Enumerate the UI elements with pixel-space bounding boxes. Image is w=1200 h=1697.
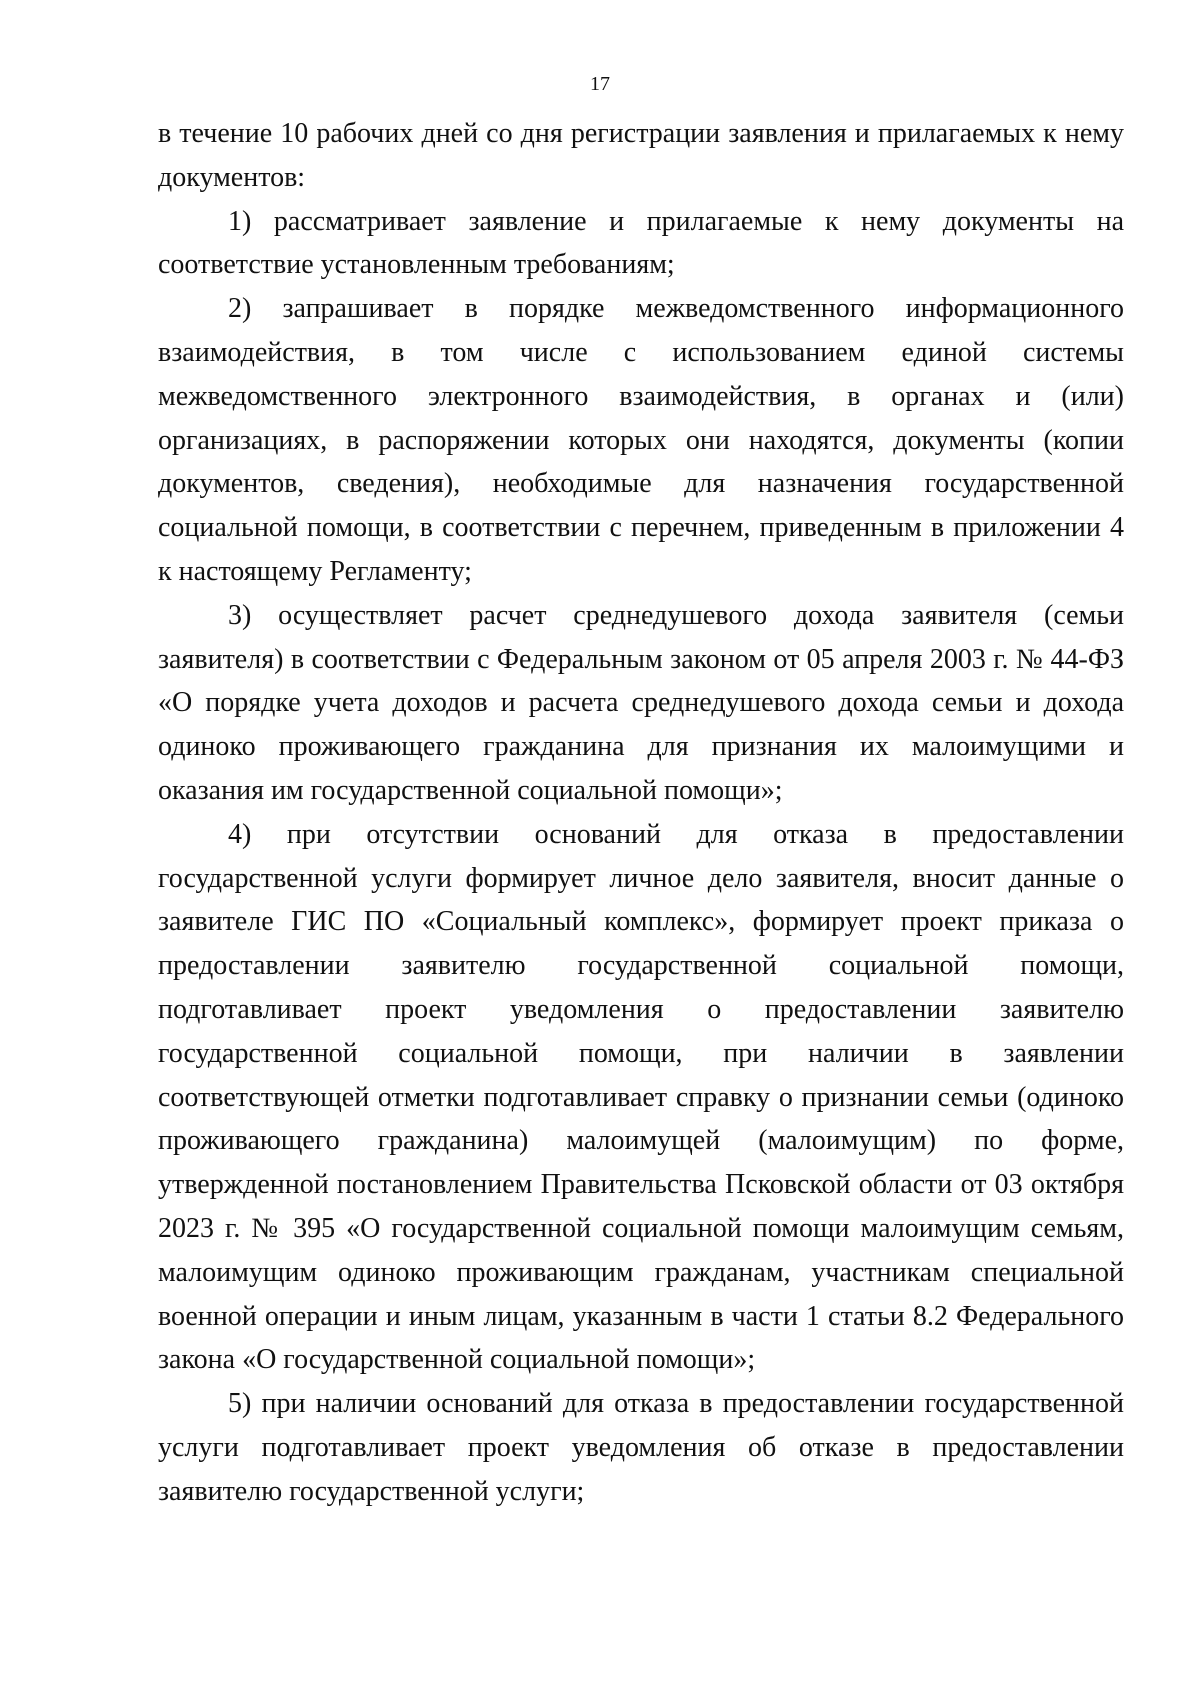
paragraph-item-2: 2) запрашивает в порядке межведомственного информационного взаимодействия, в том числе с использованием единой системы межведомственного электронного взаимодействия, в органах и (или) организациях, в распоряжении которых они находятся, документы (копии документов, сведения), необходимые для назначения государственной социальной помощи, в соответствии с перечнем, приведенным в приложении 4 к настоящему Регламенту; <box>158 293 1124 587</box>
paragraph-item-4: 4) при отсутствии оснований для отказа в предоставлении государственной услуги формирует личное дело заявителя, вносит данные о заявителе ГИС ПО «Социальный комплекс», формирует проект приказа о предоставлении заявителю государственной социальной помощи, подготавливает проект уведомления о предоставлении заявителю государственной социальной помощи, при наличии в заявлении соответствующей отметки подготавливает справку о признании семьи (одиноко проживающего гражданина) малоимущей (малоимущим) по форме, утвержденной постановлением Правительства Псковской области от 03 октября 2023 г. № 395 «О государственной социальной помощи малоимущим семьям, малоимущим одиноко проживающим гражданам, участникам специальной военной операции и иным лицам, указанным в части 1 статьи 8.2 Федерального закона «О государственной социальной помощи»; <box>158 818 1124 1376</box>
paragraph-intro: в течение 10 рабочих дней со дня регистрации заявления и прилагаемых к нему документов: <box>158 118 1124 193</box>
page-number: 17 <box>590 73 610 95</box>
paragraph-item-5: 5) при наличии оснований для отказа в предоставлении государственной услуги подготавливает проект уведомления об отказе в предоставлении заявителю государственной услуги; <box>158 1388 1124 1507</box>
paragraph-item-1: 1) рассматривает заявление и прилагаемые к нему документы на соответствие установленным требованиям; <box>158 205 1124 281</box>
document-body <box>158 112 1124 1514</box>
paragraph-item-3: 3) осуществляет расчет среднедушевого дохода заявителя (семьи заявителя) в соответствии с Федеральным законом от 05 апреля 2003 г. № 44-ФЗ «О порядке учета доходов и расчета среднедушевого дохода семьи и дохода одиноко проживающего гражданина для признания их малоимущими и оказания им государственной социальной помощи»; <box>158 599 1124 806</box>
